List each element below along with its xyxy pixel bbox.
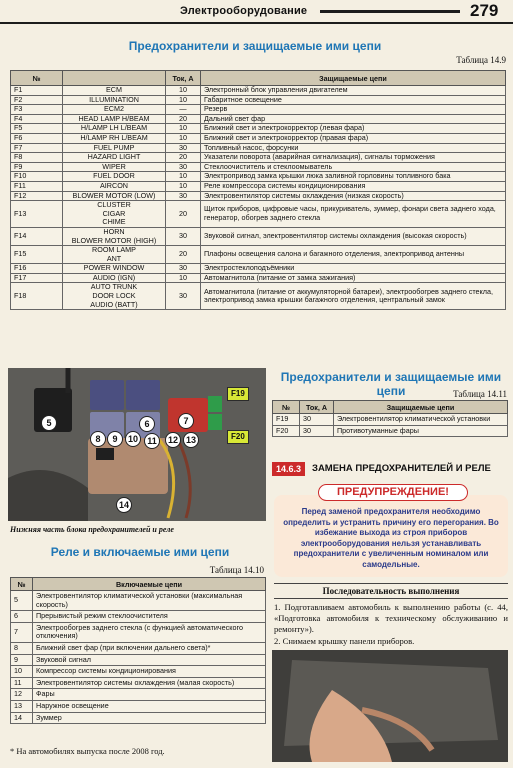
warning-label: ПРЕДУПРЕЖДЕНИЕ! <box>318 484 468 501</box>
relay-table-caption: Таблица 14.10 <box>209 565 264 575</box>
table-cell: 11 <box>11 677 33 689</box>
fuse-table-body <box>11 86 506 310</box>
table-cell: F11 <box>11 181 63 191</box>
relay-block-photo <box>8 368 266 521</box>
table-cell: Наружное освещение <box>33 700 266 712</box>
fuse2-row <box>273 425 508 437</box>
fuse2-table <box>272 400 508 437</box>
tag-f20: F20 <box>227 430 249 444</box>
table-cell: Стеклоочиститель и стеклоомыватель <box>201 162 506 172</box>
table-cell: Фары <box>33 689 266 701</box>
table-cell: 30 <box>300 425 334 437</box>
table-cell: 30 <box>166 283 201 310</box>
relay-table-header <box>11 578 266 591</box>
dashboard-cover-photo <box>272 650 508 762</box>
table-cell: Ближний свет и электрокорректор (правая фара) <box>201 133 506 143</box>
table-cell: Электровентилятор системы охлаждения (малая скорость) <box>33 677 266 689</box>
table-cell: Резерв <box>201 105 506 115</box>
section-number: 14.6.3 <box>272 462 305 476</box>
table-cell: F4 <box>11 114 63 124</box>
table-cell: HEAD LAMP H/BEAM <box>63 114 166 124</box>
table-cell: 8 <box>11 642 33 654</box>
step-2: 2. Снимаем крышку панели приборов. <box>274 636 415 646</box>
fuse-table-title: Предохранители и защищаемые ими цепи <box>128 39 382 53</box>
table-cell: 20 <box>166 201 201 228</box>
table-cell: AUDIO (IGN) <box>63 273 166 283</box>
callout-6: 6 <box>139 416 155 432</box>
fuse-row <box>11 153 506 163</box>
table-cell: ECM2 <box>63 105 166 115</box>
table-cell: F2 <box>11 95 63 105</box>
table-cell: F6 <box>11 133 63 143</box>
table-cell: 10 <box>166 133 201 143</box>
table-cell: F5 <box>11 124 63 134</box>
header-rule <box>320 10 460 13</box>
fuse-table-header <box>11 71 506 86</box>
footnote: * На автомобилях выпуска после 2008 год. <box>10 746 165 756</box>
table-cell: F9 <box>11 162 63 172</box>
step-1: 1. Подготавливаем автомобиль к выполнению работы (с. 44, «Подготовка автомобиля к техническому обслуживанию и ремонту»). <box>274 602 508 634</box>
relay-row <box>11 677 266 689</box>
table-cell: 30 <box>166 143 201 153</box>
fuse-row <box>11 201 506 228</box>
table-cell: CLUSTER CIGAR CHIME <box>63 201 166 228</box>
fuse-row <box>11 86 506 96</box>
table-cell: Электровентилятор климатической установки (максимальная скорость) <box>33 591 266 611</box>
table-cell: F3 <box>11 105 63 115</box>
fuse-row <box>11 105 506 115</box>
table-cell: ILLUMINATION <box>63 95 166 105</box>
relay-row <box>11 689 266 701</box>
table-cell: F14 <box>11 227 63 245</box>
table-cell: F10 <box>11 172 63 182</box>
table-cell: Указатели поворота (аварийная сигнализация), сигналы торможения <box>201 153 506 163</box>
fuse-table-caption: Таблица 14.9 <box>456 55 506 65</box>
table-cell: HORN BLOWER MOTOR (HIGH) <box>63 227 166 245</box>
table-cell: F18 <box>11 283 63 310</box>
fuse-row <box>11 283 506 310</box>
relay-row <box>11 611 266 623</box>
table-cell: 30 <box>166 191 201 201</box>
relay-table <box>10 577 266 724</box>
table-cell: 5 <box>11 591 33 611</box>
table-cell: 10 <box>166 181 201 191</box>
table-cell: Зуммер <box>33 712 266 724</box>
callout-12: 12 <box>165 432 181 448</box>
col-label <box>63 71 166 86</box>
table-cell: Электрообогрев заднего стекла (с функцией автоматического отключения) <box>33 622 266 642</box>
table-cell: Топливный насос, форсунки <box>201 143 506 153</box>
fuse-row <box>11 172 506 182</box>
callout-11: 11 <box>144 433 160 449</box>
table-cell: WIPER <box>63 162 166 172</box>
dashboard-cover-illustration <box>272 650 508 762</box>
col-circuits: Защищаемые цепи <box>201 71 506 86</box>
table-cell: F19 <box>273 414 300 426</box>
callout-10: 10 <box>125 431 141 447</box>
table-cell: Электропривод замка крышки люка заливной горловины топливного бака <box>201 172 506 182</box>
callout-13: 13 <box>183 432 199 448</box>
warning-box: Перед заменой предохранителя необходимо определить и устранить причину его перегорания. Во избежание выхода из строя приборов электрооборудования нельзя устанавливать предохранители с увеличенным номиналом или самодельные. <box>274 495 508 577</box>
table-cell: 7 <box>11 622 33 642</box>
table-cell: 10 <box>166 172 201 182</box>
table-cell: F1 <box>11 86 63 96</box>
table-cell: Дальний свет фар <box>201 114 506 124</box>
tag-f19: F19 <box>227 387 249 401</box>
fuse-row <box>11 264 506 274</box>
callout-14: 14 <box>116 497 132 513</box>
fuse-row <box>11 273 506 283</box>
table-cell: AIRCON <box>63 181 166 191</box>
fuse2-col-circuits: Защищаемые цепи <box>334 401 508 414</box>
table-cell: 10 <box>166 273 201 283</box>
callout-5: 5 <box>41 415 57 431</box>
relay-row <box>11 622 266 642</box>
table-cell: F8 <box>11 153 63 163</box>
table-cell: Звуковой сигнал, электровентилятор системы охлаждения (высокая скорость) <box>201 227 506 245</box>
table-cell: 30 <box>166 162 201 172</box>
table-cell: F20 <box>273 425 300 437</box>
table-cell: F16 <box>11 264 63 274</box>
running-header <box>0 0 513 24</box>
table-cell: POWER WINDOW <box>63 264 166 274</box>
relay-col-number: № <box>11 578 33 591</box>
fuse2-table-title: Предохранители и защищаемые ими цепи <box>280 370 502 398</box>
table-cell: 20 <box>166 153 201 163</box>
table-cell: 12 <box>11 689 33 701</box>
table-cell: Плафоны освещения салона и багажного отделения, электропривод антенны <box>201 246 506 264</box>
table-cell: H/LAMP LH L/BEAM <box>63 124 166 134</box>
fuse-row <box>11 95 506 105</box>
fuse-row <box>11 133 506 143</box>
fuse2-table-caption: Таблица 14.11 <box>453 389 507 399</box>
table-cell: Реле компрессора системы кондиционирования <box>201 181 506 191</box>
table-cell: F17 <box>11 273 63 283</box>
relay-row <box>11 712 266 724</box>
table-cell: F12 <box>11 191 63 201</box>
table-cell: ECM <box>63 86 166 96</box>
relay-row <box>11 700 266 712</box>
relay-col-circuits: Включаемые цепи <box>33 578 266 591</box>
table-cell: 10 <box>166 95 201 105</box>
relay-row <box>11 591 266 611</box>
fuse2-row <box>273 414 508 426</box>
relay-table-body <box>11 591 266 724</box>
fuse-row <box>11 181 506 191</box>
table-cell: Противотуманные фары <box>334 425 508 437</box>
table-cell: FUEL DOOR <box>63 172 166 182</box>
fuse2-col-number: № <box>273 401 300 414</box>
table-cell: — <box>166 105 201 115</box>
relay-row <box>11 666 266 678</box>
table-cell: Автомагнитола (питание от замка зажигания) <box>201 273 506 283</box>
table-cell: Электростеклоподъёмники <box>201 264 506 274</box>
table-cell: BLOWER MOTOR (LOW) <box>63 191 166 201</box>
photo-caption: Нижняя часть блока предохранителей и реле <box>10 525 174 534</box>
table-cell: Габаритное освещение <box>201 95 506 105</box>
relay-table-title: Реле и включаемые ими цепи <box>50 545 230 559</box>
callout-7: 7 <box>178 413 194 429</box>
table-cell: Электровентилятор климатической установки <box>334 414 508 426</box>
page-number: 279 <box>470 1 499 20</box>
table-cell: Компрессор системы кондиционирования <box>33 666 266 678</box>
table-cell: Автомагнитола (питание от аккумуляторной батареи), электрообогрев заднего стекла, электропривод замка крышки багажного отделения, центральный замок <box>201 283 506 310</box>
table-cell: 6 <box>11 611 33 623</box>
table-cell: 20 <box>166 114 201 124</box>
fuse2-col-current: Ток, А <box>300 401 334 414</box>
table-cell: H/LAMP RH L/BEAM <box>63 133 166 143</box>
fuse2-table-header <box>273 401 508 414</box>
fuse-row <box>11 246 506 264</box>
table-cell: Электронный блок управления двигателем <box>201 86 506 96</box>
callout-8: 8 <box>90 431 106 447</box>
table-cell: 10 <box>166 124 201 134</box>
col-number: № <box>11 71 63 86</box>
fuse-row <box>11 227 506 245</box>
callout-9: 9 <box>107 431 123 447</box>
table-cell: ROOM LAMP ANT <box>63 246 166 264</box>
table-cell: 30 <box>300 414 334 426</box>
table-cell: AUTO TRUNK DOOR LOCK AUDIO (BATT) <box>63 283 166 310</box>
table-cell: Ближний свет фар (при включении дальнего света)* <box>33 642 266 654</box>
table-cell: 10 <box>11 666 33 678</box>
table-cell: Ближний свет и электрокорректор (левая фара) <box>201 124 506 134</box>
table-cell: Щиток приборов, цифровые часы, прикуриватель, зуммер, фонари света заднего хода, генератор, обогрев заднего стекла <box>201 201 506 228</box>
table-cell: 20 <box>166 246 201 264</box>
table-cell: HAZARD LIGHT <box>63 153 166 163</box>
relay-row <box>11 654 266 666</box>
table-cell: 10 <box>166 86 201 96</box>
table-cell: Электровентилятор системы охлаждения (низкая скорость) <box>201 191 506 201</box>
section-name: Электрооборудование <box>180 5 308 17</box>
table-cell: 13 <box>11 700 33 712</box>
table-cell: F7 <box>11 143 63 153</box>
table-cell: Прерывистый режим стеклоочистителя <box>33 611 266 623</box>
table-cell: Звуковой сигнал <box>33 654 266 666</box>
section-heading <box>272 462 508 477</box>
table-cell: 30 <box>166 264 201 274</box>
fuse-table <box>10 70 506 310</box>
table-cell: 30 <box>166 227 201 245</box>
table-cell: 14 <box>11 712 33 724</box>
relay-row <box>11 642 266 654</box>
col-current: Ток, А <box>166 71 201 86</box>
section-title: ЗАМЕНА ПРЕДОХРАНИТЕЛЕЙ И РЕЛЕ <box>312 463 491 474</box>
fuse2-table-body <box>273 414 508 437</box>
table-cell: FUEL PUMP <box>63 143 166 153</box>
table-cell: F15 <box>11 246 63 264</box>
fuse-row <box>11 191 506 201</box>
sequence-title: Последовательность выполнения <box>274 583 508 599</box>
table-cell: 9 <box>11 654 33 666</box>
table-cell: F13 <box>11 201 63 228</box>
